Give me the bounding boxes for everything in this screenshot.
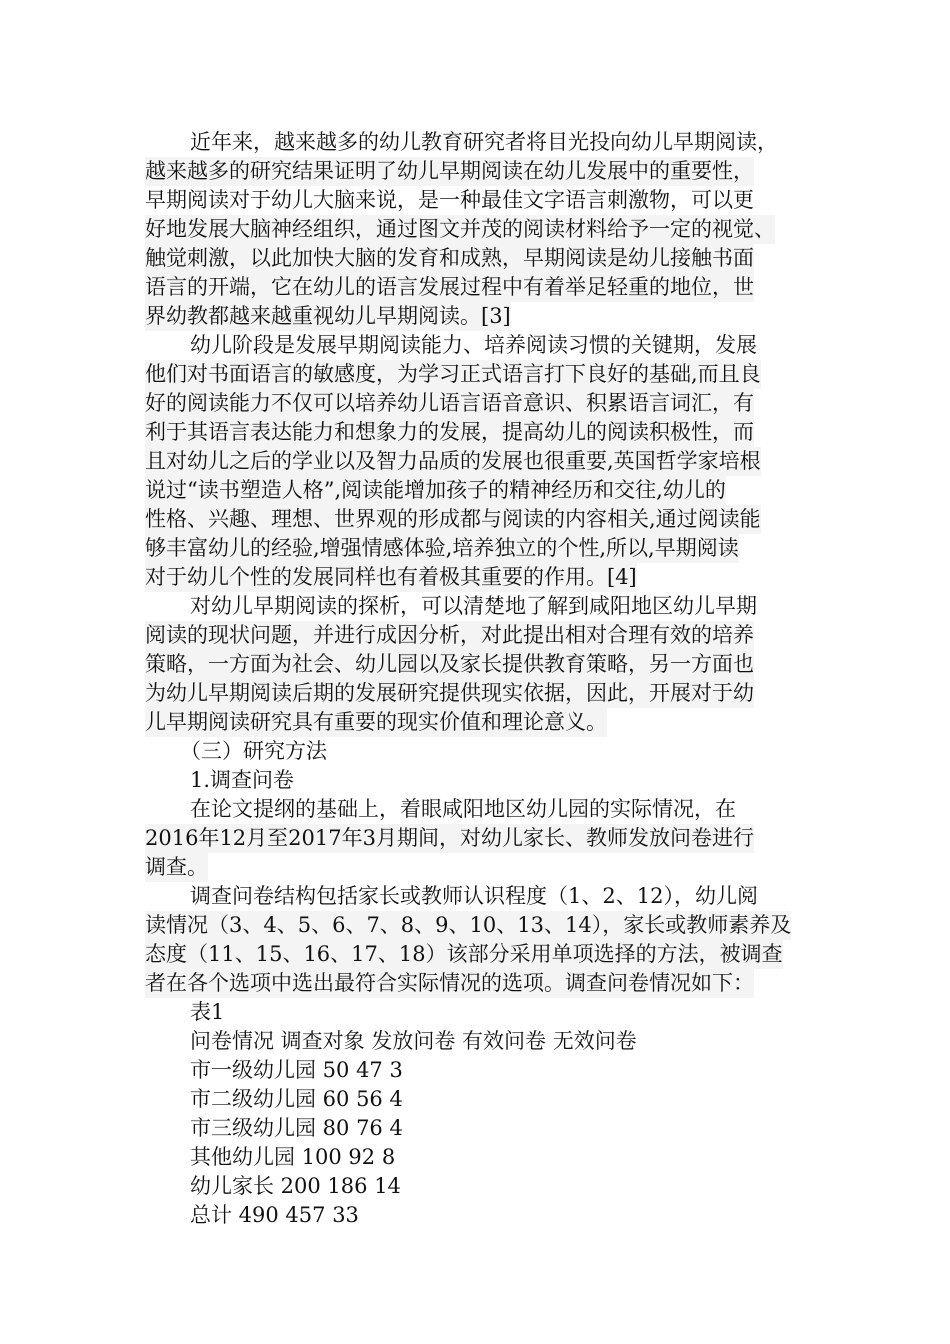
- text-line: 近年来，越来越多的幼儿教育研究者将目光投向幼儿早期阅读，: [190, 130, 778, 154]
- section-heading: （三）研究方法: [180, 739, 327, 763]
- subsection-heading: 1.调查问卷: [190, 768, 295, 792]
- text-line: 对幼儿早期阅读的探析，可以清楚地了解到咸阳地区幼儿早期: [190, 594, 757, 618]
- text-line: 在论文提纲的基础上，着眼咸阳地区幼儿园的实际情况，在: [190, 797, 736, 821]
- text-line: 语言的开端，它在幼儿的语言发展过程中有着举足轻重的地位，世: [145, 273, 754, 302]
- text-line: 利于其语言表达能力和想象力的发展，提高幼儿的阅读积极性，而: [145, 418, 754, 447]
- text-line: 越来越多的研究结果证明了幼儿早期阅读在幼儿发展中的重要性，: [145, 157, 754, 186]
- text-line: 态度（11、15、16、17、18）该部分采用单项选择的方法，被调查: [145, 940, 783, 969]
- text-line: 策略，一方面为社会、幼儿园以及家长提供教育策略，另一方面也: [145, 650, 754, 679]
- text-line: 他们对书面语言的敏感度，为学习正式语言打下良好的基础,而且良: [145, 360, 761, 389]
- table-row: 市一级幼儿园 50 47 3: [190, 1058, 403, 1082]
- text-line: 2016年12月至2017年3月期间，对幼儿家长、教师发放问卷进行: [145, 824, 754, 853]
- table-row: 其他幼儿园 100 92 8: [190, 1145, 396, 1169]
- text-line: 够丰富幼儿的经验,增强情感体验,培养独立的个性,所以,早期阅读: [145, 534, 739, 563]
- text-line: 调查。: [145, 853, 208, 882]
- text-line: 读情况（3、4、5、6、7、8、9、10、13、14），家长或教师素养及: [145, 911, 791, 940]
- text-line: 说过“读书塑造人格”,阅读能增加孩子的精神经历和交往,幼儿的: [145, 476, 726, 505]
- text-line: 为幼儿早期阅读后期的发展研究提供现实依据，因此，开展对于幼: [145, 679, 754, 708]
- table-row: 市三级幼儿园 80 76 4: [190, 1116, 403, 1140]
- text-line: 者在各个选项中选出最符合实际情况的选项。调查问卷情况如下：: [145, 969, 754, 998]
- table-row: 幼儿家长 200 186 14: [190, 1174, 401, 1198]
- text-line: 早期阅读对于幼儿大脑来说，是一种最佳文字语言刺激物，可以更: [145, 188, 754, 212]
- text-line: 好的阅读能力不仅可以培养幼儿语言语音意识、积累语言词汇，有: [145, 389, 754, 418]
- text-line: 界幼教都越来越重视幼儿早期阅读。[3]: [145, 302, 511, 331]
- table-row: 市二级幼儿园 60 56 4: [190, 1087, 403, 1111]
- text-line: 调查问卷结构包括家长或教师认识程度（1、2、12），幼儿阅: [190, 884, 758, 908]
- table-header-row: 问卷情况 调查对象 发放问卷 有效问卷 无效问卷: [190, 1029, 637, 1053]
- table-total-row: 总计 490 457 33: [190, 1203, 359, 1227]
- text-line: 触觉刺激，以此加快大脑的发育和成熟，早期阅读是幼儿接触书面: [145, 244, 754, 273]
- text-line: 对于幼儿个性的发展同样也有着极其重要的作用。[4]: [145, 563, 637, 592]
- text-line: 儿早期阅读研究具有重要的现实价值和理论意义。: [145, 708, 607, 737]
- text-line: 性格、兴趣、理想、世界观的形成都与阅读的内容相关,通过阅读能: [145, 505, 761, 534]
- text-line: 阅读的现状问题，并进行成因分析，对此提出相对合理有效的培养: [145, 621, 754, 650]
- table-caption: 表1: [190, 1000, 225, 1024]
- text-line: 幼儿阶段是发展早期阅读能力、培养阅读习惯的关键期，发展: [190, 333, 757, 357]
- text-line: 好地发展大脑神经组织，通过图文并茂的阅读材料给予一定的视觉、: [145, 215, 775, 244]
- text-line: 且对幼儿之后的学业以及智力品质的发展也很重要,英国哲学家培根: [145, 447, 761, 476]
